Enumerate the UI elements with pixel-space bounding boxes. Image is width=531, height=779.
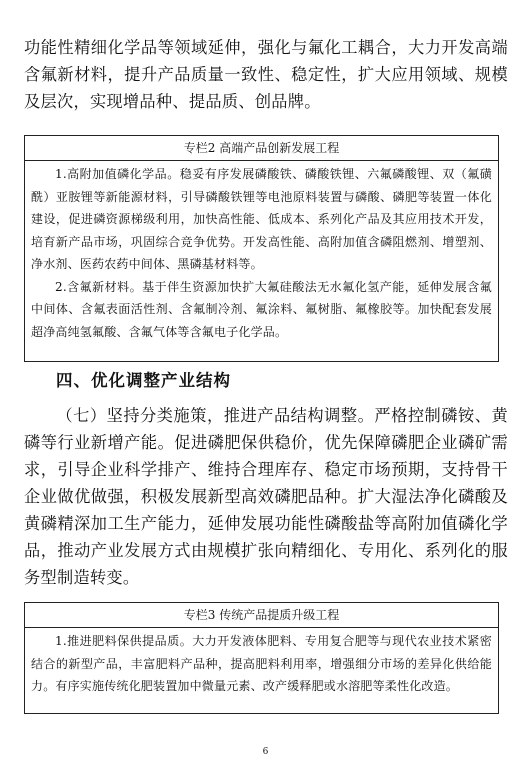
- feature-box-3-title: 专栏3 传统产品提质升级工程: [25, 603, 498, 628]
- feature-box-2-body: [25, 161, 498, 343]
- feature-box-3: [24, 602, 499, 714]
- intro-paragraph: 功能性精细化学品等领域延伸，强化与氟化工耦合，大力开发高端含氟新材料，提升产品质量一致性、稳定性，扩大应用领域、规模及层次，实现增品种、提品质、创品牌。: [24, 38, 508, 111]
- feature-box-2-item: 2.含氟新材料。基于伴生资源加快扩大氟硅酸法无水氟化氢产能，延伸发展含氟中间体、含氟表面活性剂、含氟制冷剂、氟涂料、氟树脂、氟橡胶等。加快配套发展超净高纯氢氟酸、含氟气体等含氟电子化学品。: [31, 279, 492, 339]
- feature-box-2-item: 1.高附加值磷化学品。稳妥有序发展磷酸铁、磷酸铁锂、六氟磷酸锂、双（氟磺酰）亚胺锂等新能源材料，引导磷酸铁锂等电池原料装置与磷酸、磷肥等装置一体化建设，促进磷资源梯级利用，加快高性能、低成本、系列化产品及其应用技术开发，培育新产品市场，巩固综合竞争优势。开发高性能、高附加值含磷阻燃剂、增塑剂、净水剂、医药农药中间体、黑磷基材料等。: [31, 167, 492, 271]
- section-heading: 四、优化调整产业结构: [56, 371, 231, 390]
- page-number: 6: [262, 747, 269, 757]
- section-paragraph: （七）坚持分类施策，推进产品结构调整。严格控制磷铵、黄磷等行业新增产能。促进磷肥保供稳价，优先保障磷肥企业磷矿需求，引导企业科学排产、维持合理库存、稳定市场预期，支持骨干企业做优做强，积极发展新型高效磷肥品种。扩大湿法净化磷酸及黄磷精深加工生产能力，延伸发展功能性磷酸盐等高附加值磷化学品，推动产业发展方式由规模扩张向精细化、专用化、系列化的服务型制造转变。: [24, 406, 508, 587]
- feature-box-2: [24, 135, 499, 362]
- feature-box-3-body: [25, 628, 498, 698]
- feature-box-2-title: 专栏2 高端产品创新发展工程: [25, 136, 498, 161]
- feature-box-3-item: 1.推进肥料保供提品质。大力开发液体肥料、专用复合肥等与现代农业技术紧密结合的新型产品，丰富肥料产品种，提高肥料利用率，增强细分市场的差异化供给能力。有序实施传统化肥装置加中微量元素、改产缓释肥或水溶肥等柔性化改造。: [31, 634, 492, 693]
